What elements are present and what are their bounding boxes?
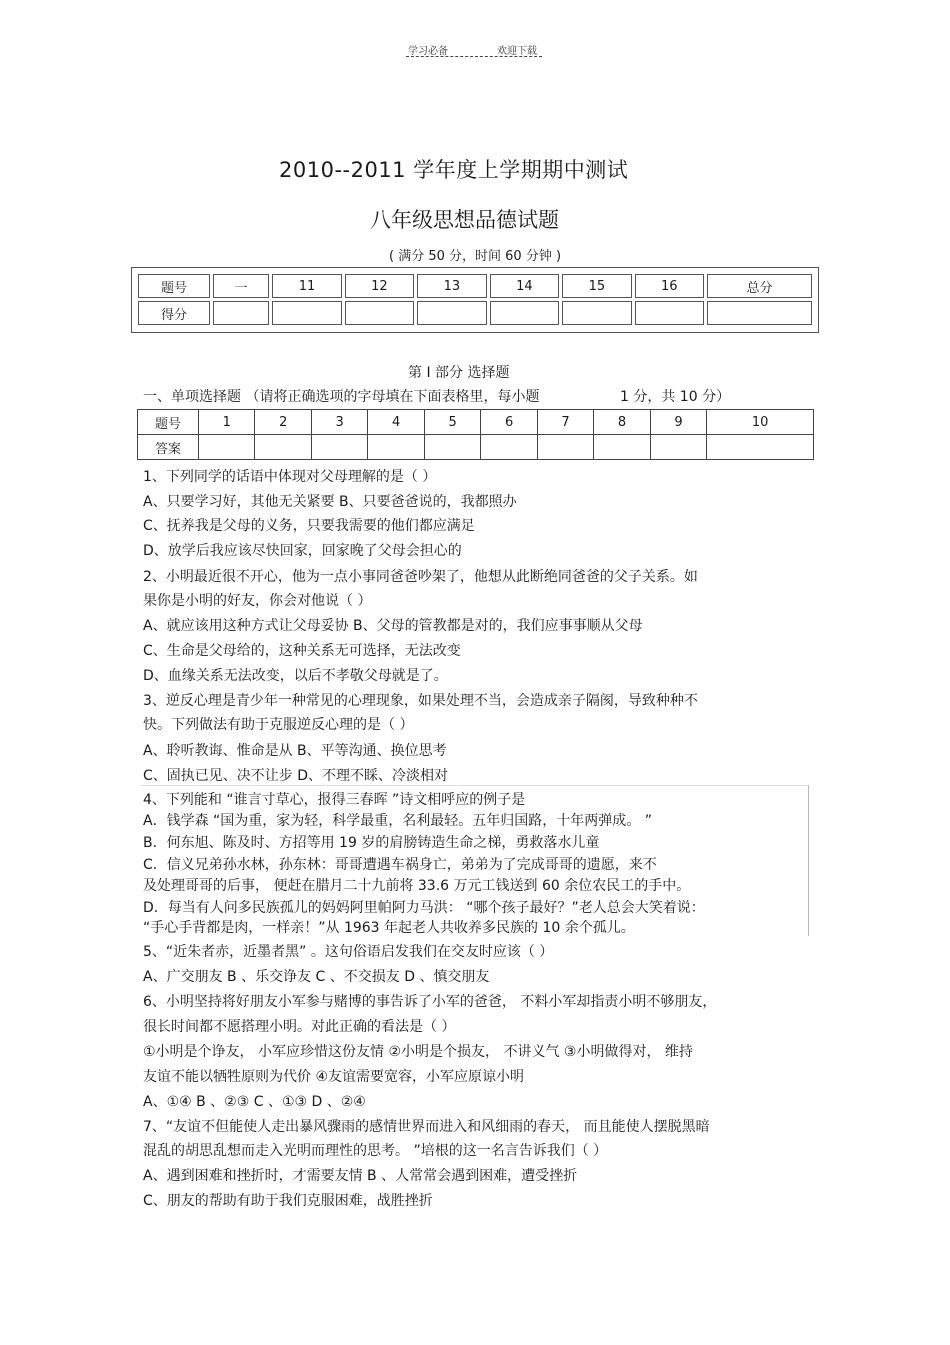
answer-table-cell: 3 (311, 410, 367, 435)
answer-input-cell[interactable] (481, 435, 537, 460)
answer-table-cell: 答案 (138, 435, 199, 460)
answer-input-cell[interactable] (311, 435, 367, 460)
page-title: 2010--2011 学年度上学期期中测试 (279, 158, 629, 182)
question-line: 3、逆反心理是青少年一种常见的心理现象，如果处理不当，会造成亲子隔阂，导致种种不 (143, 693, 698, 709)
answer-table-cell: 10 (707, 410, 814, 435)
answer-input-cell[interactable] (594, 435, 650, 460)
question-line: C、抚养我是父母的义务，只要我需要的他们都应满足 (143, 518, 475, 534)
answer-input-cell[interactable] (255, 435, 311, 460)
score-table-frame (131, 267, 819, 333)
score-table-cell: 13 (417, 274, 486, 298)
answer-table-cell: 题号 (138, 410, 199, 435)
answer-table-cell: 1 (199, 410, 255, 435)
question-line: A、聆听教诲、惟命是从 B、平等沟通、换位思考 (143, 743, 447, 759)
question-line: 混乱的胡思乱想而走入光明而理性的思考。 ”培根的这一名言告诉我们（ ） (143, 1143, 608, 1159)
score-input-cell[interactable] (272, 301, 341, 325)
question-line: A、①④ B 、②③ C 、①③ D 、②④ (143, 1094, 366, 1110)
question-line: 5、“近朱者赤，近墨者黑” 。这句俗语启发我们在交友时应该（ ） (143, 944, 554, 960)
score-table-header-row (138, 274, 812, 298)
answer-table-cell: 7 (537, 410, 593, 435)
question-line: 1、下列同学的话语中体现对父母理解的是（ ） (143, 469, 437, 485)
question-line: 4、下列能和 “谁言寸草心，报得三春晖 ”诗文相呼应的例子是 (143, 792, 526, 808)
question-line: A、遇到困难和挫折时，才需要友情 B 、人常常会遇到困难，遭受挫折 (143, 1168, 578, 1184)
question-line: D、放学后我应该尽快回家，回家晚了父母会担心的 (143, 543, 462, 559)
score-input-cell[interactable] (345, 301, 414, 325)
answer-input-cell[interactable] (199, 435, 255, 460)
question-line: 2、小明最近很不开心，他为一点小事同爸爸吵架了，他想从此断绝同爸爸的父子关系。如 (143, 569, 698, 585)
score-table-cell: 11 (272, 274, 341, 298)
question-line: A．钱学森 “国为重，家为轻，科学最重，名利最轻。五年归国路，十年两弹成。 ” (143, 813, 652, 829)
score-input-cell[interactable] (707, 301, 812, 325)
question-line: A、就应该用这种方式让父母妥协 B、父母的管教都是对的，我们应事事顺从父母 (143, 618, 643, 634)
score-table (135, 271, 815, 328)
score-input-cell[interactable] (490, 301, 559, 325)
question-line: 6、小明坚持将好朋友小军参与赌博的事告诉了小军的爸爸， 不料小军却指责小明不够朋友， (143, 994, 717, 1010)
question-line: A、只要学习好，其他无关紧要 B、只要爸爸说的，我都照办 (143, 494, 517, 510)
answer-table-cell: 6 (481, 410, 537, 435)
question-line: 快。下列做法有助于克服逆反心理的是（ ） (143, 717, 414, 733)
score-table-score-row (138, 301, 812, 325)
answer-table-cell: 8 (594, 410, 650, 435)
answer-table-cell: 9 (650, 410, 706, 435)
question-line: C、朋友的帮助有助于我们克服困难，战胜挫折 (143, 1193, 433, 1209)
header-right-text: 欢迎下载 (497, 46, 537, 57)
question-line: 友谊不能以牺牲原则为代价 ④友谊需要宽容，小军应原谅小明 (143, 1069, 524, 1085)
answer-table-header-row (138, 410, 814, 435)
answer-table-cell: 4 (368, 410, 424, 435)
question-line: C、固执已见、决不让步 D、不理不睬、冷淡相对 (143, 768, 449, 784)
answer-input-cell[interactable] (537, 435, 593, 460)
question-line: 及处理哥哥的后事， 便赶在腊月二十九前将 33.6 万元工钱送到 60 余位农民工的手中。 (143, 878, 691, 894)
score-input-cell[interactable] (562, 301, 631, 325)
header-left-text: 学习必备 (408, 46, 448, 57)
part-title: 第 I 部分 选择题 (408, 365, 510, 381)
answer-input-cell[interactable] (424, 435, 480, 460)
score-table-cell: 15 (562, 274, 631, 298)
answer-table-answer-row (138, 435, 814, 460)
section-heading: 一、单项选择题 （请将正确选项的字母填在下面表格里，每小题 (143, 389, 540, 405)
question-line: C、生命是父母给的，这种关系无可选择，无法改变 (143, 643, 461, 659)
answer-table (137, 409, 814, 460)
answer-table-cell: 2 (255, 410, 311, 435)
question-line: D、血缘关系无法改变，以后不孝敬父母就是了。 (143, 668, 448, 684)
score-table-cell: 题号 (138, 274, 210, 298)
question-line: D．每当有人问多民族孤儿的妈妈阿里帕阿力马洪： “哪个孩子最好？”老人总会大笑着说： (143, 900, 705, 916)
answer-input-cell[interactable] (368, 435, 424, 460)
score-table-cell: 16 (635, 274, 704, 298)
score-table-cell: 12 (345, 274, 414, 298)
score-input-cell[interactable] (635, 301, 704, 325)
question-line: 果你是小明的好友，你会对他说（ ） (143, 593, 372, 609)
question-line: B．何东旭、陈及时、方招等用 19 岁的肩膀铸造生命之梯，勇救落水儿童 (143, 835, 600, 851)
score-note: ( 满分 50 分，时间 60 分钟 ) (389, 249, 562, 264)
answer-table-cell: 5 (424, 410, 480, 435)
score-table-cell: 14 (490, 274, 559, 298)
score-input-cell[interactable] (417, 301, 486, 325)
answer-input-cell[interactable] (707, 435, 814, 460)
score-table-cell: 得分 (138, 301, 210, 325)
header-divider (406, 56, 542, 57)
score-input-cell[interactable] (213, 301, 269, 325)
question-line: ①小明是个诤友， 小军应珍惜这份友情 ②小明是个损友， 不讲义气 ③小明做得对， 维持 (143, 1044, 693, 1060)
question-line: 7、“友谊不但能使人走出暴风骤雨的感情世界而进入和风细雨的春天， 而且能使人摆脱黑暗 (143, 1119, 710, 1135)
question-line: C．信义兄弟孙水林，孙东林：哥哥遭遇车祸身亡，弟弟为了完成哥哥的遗愿，来不 (143, 857, 657, 873)
answer-input-cell[interactable] (650, 435, 706, 460)
score-table-cell: 总分 (707, 274, 812, 298)
question-line: “手心手背都是肉，一样亲！”从 1963 年起老人共收养多民族的 10 余个孤儿。 (143, 920, 635, 936)
section-heading-points: 1 分，共 10 分） (620, 389, 731, 405)
score-table-cell: 一 (213, 274, 269, 298)
question-line: A、广交朋友 B 、乐交诤友 C 、不交损友 D 、慎交朋友 (143, 969, 490, 985)
page-subtitle: 八年级思想品德试题 (370, 208, 559, 232)
question-line: 很长时间都不愿搭理小明。对此正确的看法是（ ） (143, 1019, 456, 1035)
